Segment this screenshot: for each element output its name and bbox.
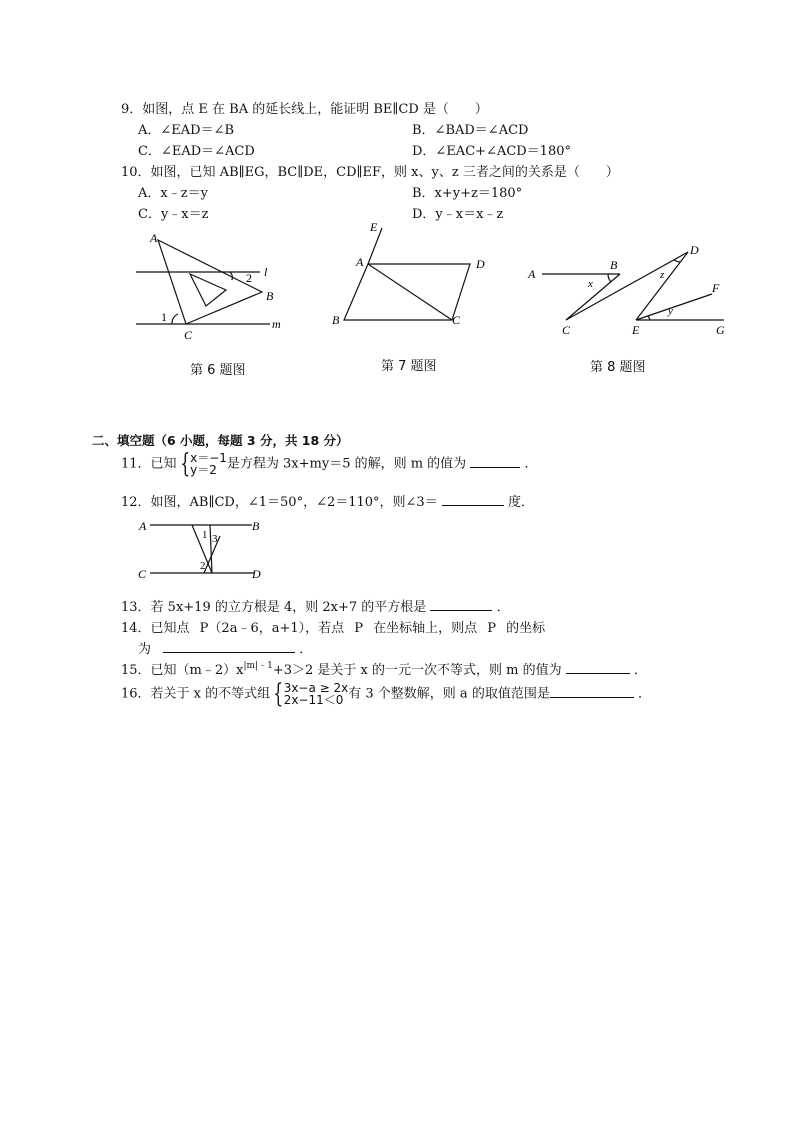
question-9-option-c: C．∠EAD＝∠ACD xyxy=(138,144,255,159)
figure-12 xyxy=(136,516,266,582)
question-16-post: 有 3 个整数解，则 a 的取值范围是 xyxy=(348,686,550,702)
fig8-label-x: x xyxy=(588,278,593,290)
question-16-system xyxy=(284,682,349,706)
question-11-end: ． xyxy=(524,456,538,472)
fig7-label-d: D xyxy=(476,257,485,271)
fig8-label-y: y xyxy=(668,305,673,317)
question-15-post: +3＞2 是关于 x 的一元一次不等式，则 m 的值为 xyxy=(272,663,562,678)
question-9-option-a: A．∠EAD＝∠B xyxy=(138,123,235,138)
question-12-end: 度． xyxy=(508,495,535,510)
question-14-end: ． xyxy=(299,642,313,657)
question-9-stem: 9．如图，点 E 在 BA 的延长线上，能证明 BE∥CD 是（ ） xyxy=(121,102,488,117)
question-11-eq2: y＝2 xyxy=(190,463,217,477)
fig7-label-a: A xyxy=(356,255,364,269)
section-2-heading: 二、填空题（6 小题，每题 3 分，共 18 分） xyxy=(92,433,349,448)
question-10-option-a: A．x﹣z＝y xyxy=(138,186,208,201)
question-11 xyxy=(121,449,538,479)
question-15-end: ． xyxy=(633,663,647,678)
question-14-line2 xyxy=(138,638,312,657)
question-13-end: ． xyxy=(496,600,510,615)
question-16 xyxy=(121,679,651,709)
fig8-label-c: C xyxy=(562,323,571,337)
fig6-label-angle-2: 2 xyxy=(246,271,252,285)
question-11-pre: 11．已知 xyxy=(121,456,177,472)
fig6-label-angle-1: 1 xyxy=(161,310,167,324)
question-14-line2-text: 为 xyxy=(138,642,152,657)
question-10-stem: 10．如图，已知 AB∥EG，BC∥DE，CD∥EF，则 x、y、z 三者之间的关系是（ ） xyxy=(121,165,619,180)
question-15-exponent: |m|﹣1 xyxy=(243,661,273,671)
question-12-text: 12．如图，AB∥CD，∠1＝50°，∠2＝110°，则∠3＝ xyxy=(121,495,438,510)
question-9-option-d: D．∠EAC+∠ACD＝180° xyxy=(412,144,571,159)
fig8-label-e: E xyxy=(632,323,640,337)
fig12-label-angle-2: 2 xyxy=(200,560,206,572)
brace-icon: { xyxy=(273,679,284,709)
question-10-option-b: B．x+y+z＝180° xyxy=(412,186,523,201)
brace-icon: { xyxy=(179,449,190,479)
fig8-label-a: A xyxy=(528,267,536,281)
question-15-answer-blank[interactable] xyxy=(566,661,630,674)
figure-8-caption: 第 8 题图 xyxy=(590,360,646,375)
figure-7-caption: 第 7 题图 xyxy=(381,359,437,374)
question-16-ineq2: 2x−11＜0 xyxy=(283,693,344,707)
fig8-label-z: z xyxy=(660,269,665,281)
fig8-label-d: D xyxy=(690,243,699,257)
fig6-label-m: m xyxy=(272,317,281,331)
question-11-post: 是方程为 3x+my＝5 的解，则 m 的值为 xyxy=(226,456,467,472)
fig7-label-c: C xyxy=(452,313,461,327)
question-16-answer-blank[interactable] xyxy=(550,685,634,698)
question-13 xyxy=(121,596,510,615)
question-16-pre: 16．若关于 x 的不等式组 xyxy=(121,686,271,702)
fig8-label-f: F xyxy=(712,281,720,295)
question-12-answer-blank[interactable] xyxy=(442,493,504,506)
question-11-answer-blank[interactable] xyxy=(470,455,520,468)
fig12-label-a: A xyxy=(139,519,147,533)
fig6-label-b: B xyxy=(266,289,274,303)
question-10-option-d: D．y﹣x＝x﹣z xyxy=(412,207,504,222)
question-11-system xyxy=(190,452,227,476)
fig12-label-c: C xyxy=(138,567,147,581)
figure-7 xyxy=(328,218,498,334)
fig8-label-b: B xyxy=(610,258,618,272)
question-15-pre: 15．已知（m﹣2）x xyxy=(121,663,244,678)
question-13-text: 13．若 5x+19 的立方根是 4，则 2x+7 的平方根是 xyxy=(121,600,427,615)
fig6-label-l: l xyxy=(264,265,268,279)
question-16-ineq1: 3x−a ≥ 2x xyxy=(283,681,349,695)
question-10-option-c: C．y﹣x＝z xyxy=(138,207,209,222)
fig6-label-a: A xyxy=(150,231,158,245)
question-14-line1: 14．已知点 P（2a﹣6，a+1），若点 P 在坐标轴上，则点 P 的坐标 xyxy=(121,621,546,636)
fig12-label-angle-3: 3 xyxy=(212,533,218,545)
fig7-label-b: B xyxy=(332,313,340,327)
question-14-answer-blank[interactable] xyxy=(163,640,295,653)
question-12 xyxy=(121,491,534,510)
question-15 xyxy=(121,659,647,678)
figure-6 xyxy=(130,226,290,346)
fig7-label-e: E xyxy=(370,220,378,234)
fig12-label-angle-1: 1 xyxy=(202,529,208,541)
figure-6-caption: 第 6 题图 xyxy=(190,363,246,378)
question-9-option-b: B．∠BAD＝∠ACD xyxy=(412,123,529,138)
question-13-answer-blank[interactable] xyxy=(430,598,492,611)
question-16-end: ． xyxy=(637,686,651,702)
figure-8 xyxy=(524,240,734,340)
fig8-label-g: G xyxy=(716,323,725,337)
question-11-eq1: x＝−1 xyxy=(190,451,227,465)
fig6-label-c: C xyxy=(184,328,193,342)
fig12-label-b: B xyxy=(252,519,260,533)
fig12-label-d: D xyxy=(252,567,261,581)
